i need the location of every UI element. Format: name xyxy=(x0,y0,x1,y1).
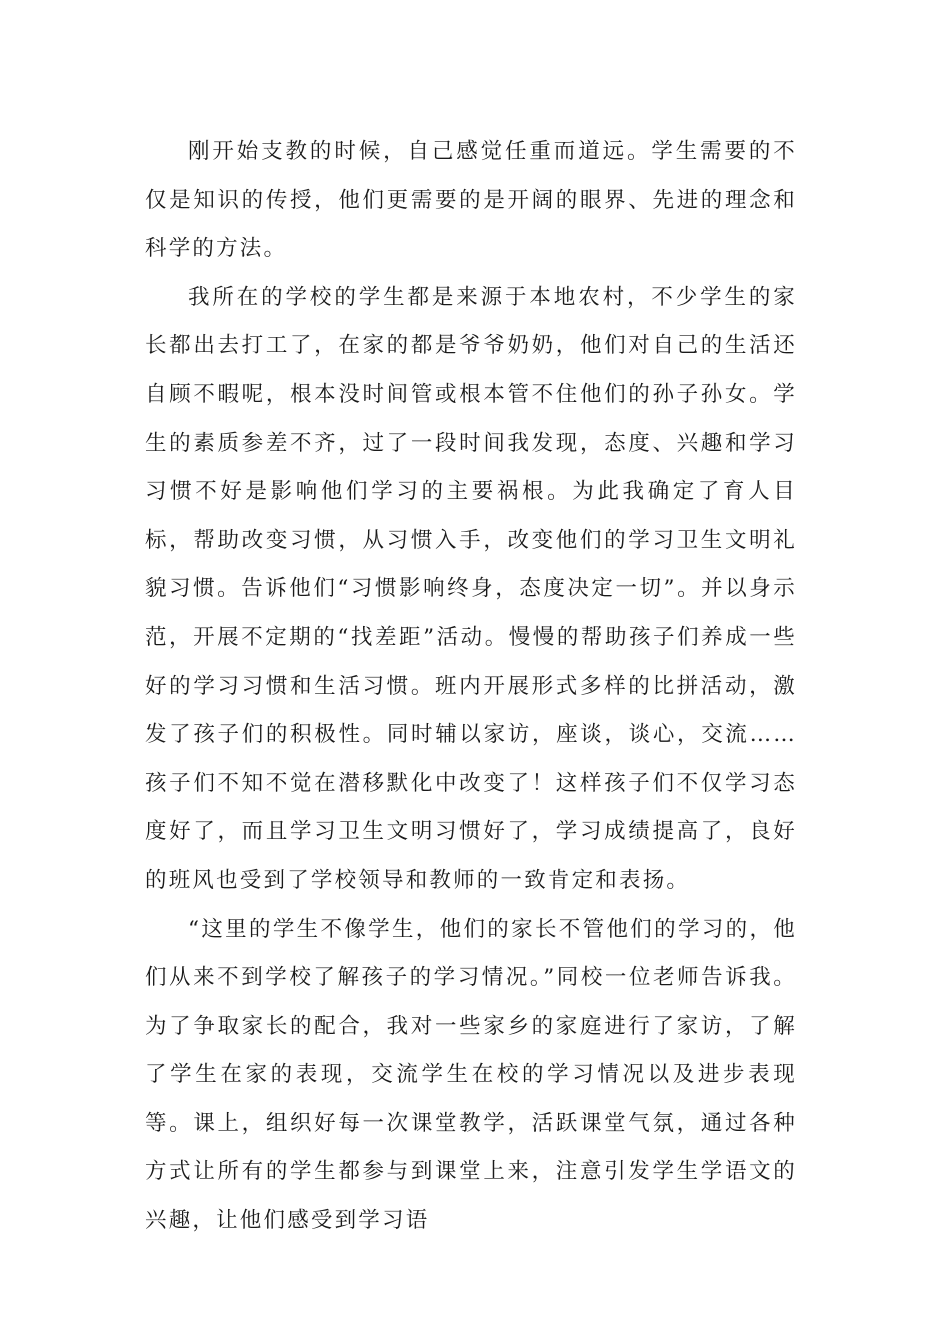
paragraph-3: “这里的学生不像学生，他们的家长不管他们的学习的，他们从来不到学校了解孩子的学习情况。”同校一位老师告诉我。为了争取家长的配合，我对一些家乡的家庭进行了家访，了解了学生在家的表现，交流学生在校的学习情况以及进步表现等。课上，组织好每一次课堂教学，活跃课堂气氛，通过各种方式让所有的学生都参与到课堂上来，注意引发学生学语文的兴趣，让他们感受到学习语 xyxy=(145,916,797,1234)
document-body xyxy=(145,128,797,1246)
paragraph-1: 刚开始支教的时候，自己感觉任重而道远。学生需要的不仅是知识的传授，他们更需要的是开阔的眼界、先进的理念和科学的方法。 xyxy=(145,139,797,262)
paragraph-2: 我所在的学校的学生都是来源于本地农村，不少学生的家长都出去打工了，在家的都是爷爷奶奶，他们对自己的生活还自顾不暇呢，根本没时间管或根本管不住他们的孙子孙女。学生的素质参差不齐，过了一段时间我发现，态度、兴趣和学习习惯不好是影响他们学习的主要祸根。为此我确定了育人目标，帮助改变习惯，从习惯入手，改变他们的学习卫生文明礼貌习惯。告诉他们“习惯影响终身，态度决定一切”。并以身示范，开展不定期的“找差距”活动。慢慢的帮助孩子们养成一些好的学习习惯和生活习惯。班内开展形式多样的比拼活动，激发了孩子们的积极性。同时辅以家访，座谈，谈心，交流……孩子们不知不觉在潜移默化中改变了！这样孩子们不仅学习态度好了，而且学习卫生文明习惯好了，学习成绩提高了，良好的班风也受到了学校领导和教师的一致肯定和表扬。 xyxy=(145,284,797,893)
